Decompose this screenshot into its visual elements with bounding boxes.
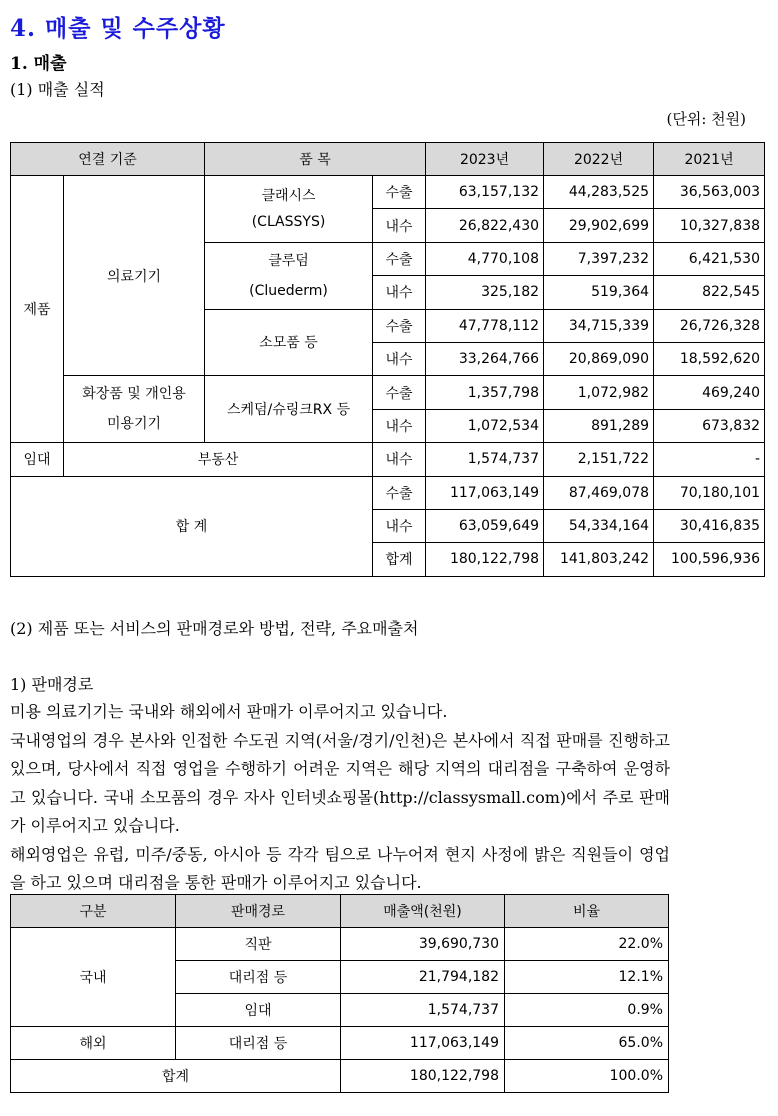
division-domestic: 국내 <box>11 928 176 1027</box>
value-cell: 30,416,835 <box>654 509 765 542</box>
value-cell: - <box>654 443 765 476</box>
table-row <box>11 1060 669 1093</box>
total-label: 합계 <box>11 1060 341 1093</box>
route-cell: 대리점 등 <box>176 1027 341 1060</box>
value-cell: 63,059,649 <box>426 509 544 542</box>
paragraph: 국내영업의 경우 본사와 인접한 수도권 지역(서울/경기/인천)은 본사에서 직접 판매를 진행하고 있으며, 당사에서 직접 영업을 수행하기 어려운 지역은 해당 지역의 대리점을 구축하여 운영하고 있습니다. 국내 소모품의 경우 자사 인터넷쇼핑몰(http://classysmall.com)에서 주로 판매가 이루어지고 있습니다. <box>10 730 670 835</box>
amount-cell: 39,690,730 <box>341 928 505 961</box>
section-heading: 1. 매출 <box>10 54 67 74</box>
paragraph: 해외영업은 유럽, 미주/중동, 아시아 등 각각 팀으로 나누어져 현지 사정에 밝은 직원들이 영업을 하고 있으며 대리점을 통한 판매가 이루어지고 있습니다. <box>10 844 670 892</box>
value-cell: 20,869,090 <box>544 342 654 375</box>
value-cell: 4,770,108 <box>426 242 544 275</box>
value-cell: 44,283,525 <box>544 176 654 209</box>
type-export: 수출 <box>373 476 426 509</box>
type-domestic: 내수 <box>373 509 426 542</box>
value-cell: 87,469,078 <box>544 476 654 509</box>
value-cell: 891,289 <box>544 409 654 442</box>
value-cell: 6,421,530 <box>654 242 765 275</box>
amount-cell: 180,122,798 <box>341 1060 505 1093</box>
sales-table <box>10 142 765 577</box>
item-skincare: 스케덤/슈링크RX 등 <box>205 376 373 443</box>
type-export: 수출 <box>373 242 426 275</box>
type-domestic: 내수 <box>373 342 426 375</box>
header-amount: 매출액(천원) <box>341 895 505 928</box>
type-export: 수출 <box>373 176 426 209</box>
value-cell: 54,334,164 <box>544 509 654 542</box>
unit-note: (단위: 천원) <box>666 110 746 128</box>
value-cell: 100,596,936 <box>654 543 765 576</box>
header-ratio: 비율 <box>505 895 669 928</box>
route-cell: 임대 <box>176 994 341 1027</box>
paragraph: 미용 의료기기는 국내와 해외에서 판매가 이루어지고 있습니다. <box>10 702 448 721</box>
value-cell: 47,778,112 <box>426 309 544 342</box>
sub-item-heading: 1) 판매경로 <box>10 675 94 694</box>
division-overseas: 해외 <box>11 1027 176 1060</box>
value-cell: 33,264,766 <box>426 342 544 375</box>
header-route: 판매경로 <box>176 895 341 928</box>
table-row <box>11 928 669 961</box>
value-cell: 2,151,722 <box>544 443 654 476</box>
value-cell: 1,574,737 <box>426 443 544 476</box>
value-cell: 70,180,101 <box>654 476 765 509</box>
value-cell: 325,182 <box>426 276 544 309</box>
header-2021: 2021년 <box>654 143 765 176</box>
value-cell: 63,157,132 <box>426 176 544 209</box>
subsection-heading: (1) 매출 실적 <box>10 80 105 99</box>
value-cell: 1,072,982 <box>544 376 654 409</box>
table-row <box>11 376 765 409</box>
header-basis: 연결 기준 <box>11 143 205 176</box>
value-cell: 469,240 <box>654 376 765 409</box>
value-cell: 1,357,798 <box>426 376 544 409</box>
value-cell: 822,545 <box>654 276 765 309</box>
table-row <box>11 476 765 509</box>
header-item: 품 목 <box>205 143 426 176</box>
header-division: 구분 <box>11 895 176 928</box>
ratio-cell: 65.0% <box>505 1027 669 1060</box>
value-cell: 36,563,003 <box>654 176 765 209</box>
amount-cell: 117,063,149 <box>341 1027 505 1060</box>
type-domestic: 내수 <box>373 209 426 242</box>
group-cosmetics: 화장품 및 개인용 미용기기 <box>64 376 205 443</box>
amount-cell: 1,574,737 <box>341 994 505 1027</box>
type-export: 수출 <box>373 309 426 342</box>
value-cell: 7,397,232 <box>544 242 654 275</box>
value-cell: 29,902,699 <box>544 209 654 242</box>
type-export: 수출 <box>373 376 426 409</box>
category-rent: 임대 <box>11 443 64 476</box>
type-domestic: 내수 <box>373 443 426 476</box>
item-consumables: 소모품 등 <box>205 309 373 376</box>
value-cell: 18,592,620 <box>654 342 765 375</box>
value-cell: 141,803,242 <box>544 543 654 576</box>
value-cell: 117,063,149 <box>426 476 544 509</box>
value-cell: 673,832 <box>654 409 765 442</box>
value-cell: 26,822,430 <box>426 209 544 242</box>
table-row <box>11 176 765 209</box>
value-cell: 10,327,838 <box>654 209 765 242</box>
subsection2-heading: (2) 제품 또는 서비스의 판매경로와 방법, 전략, 주요매출처 <box>10 619 419 638</box>
value-cell: 34,715,339 <box>544 309 654 342</box>
category-product: 제품 <box>11 176 64 443</box>
body-text <box>10 698 670 898</box>
page-title: 4. 매출 및 수주상황 <box>10 15 226 42</box>
group-realestate: 부동산 <box>64 443 373 476</box>
ratio-cell: 100.0% <box>505 1060 669 1093</box>
type-domestic: 내수 <box>373 409 426 442</box>
table-header-row <box>11 895 669 928</box>
table-row <box>11 443 765 476</box>
amount-cell: 21,794,182 <box>341 961 505 994</box>
total-label: 합 계 <box>11 476 373 576</box>
channel-table <box>10 894 669 1093</box>
ratio-cell: 0.9% <box>505 994 669 1027</box>
header-2023: 2023년 <box>426 143 544 176</box>
ratio-cell: 12.1% <box>505 961 669 994</box>
value-cell: 26,726,328 <box>654 309 765 342</box>
ratio-cell: 22.0% <box>505 928 669 961</box>
type-total: 합계 <box>373 543 426 576</box>
item-cluederm: 클루덤 (Cluederm) <box>205 242 373 309</box>
table-header-row <box>11 143 765 176</box>
route-cell: 대리점 등 <box>176 961 341 994</box>
value-cell: 1,072,534 <box>426 409 544 442</box>
group-medical: 의료기기 <box>64 176 205 376</box>
route-cell: 직판 <box>176 928 341 961</box>
header-2022: 2022년 <box>544 143 654 176</box>
type-domestic: 내수 <box>373 276 426 309</box>
item-classys: 클래시스 (CLASSYS) <box>205 176 373 243</box>
table-row <box>11 1027 669 1060</box>
value-cell: 180,122,798 <box>426 543 544 576</box>
value-cell: 519,364 <box>544 276 654 309</box>
